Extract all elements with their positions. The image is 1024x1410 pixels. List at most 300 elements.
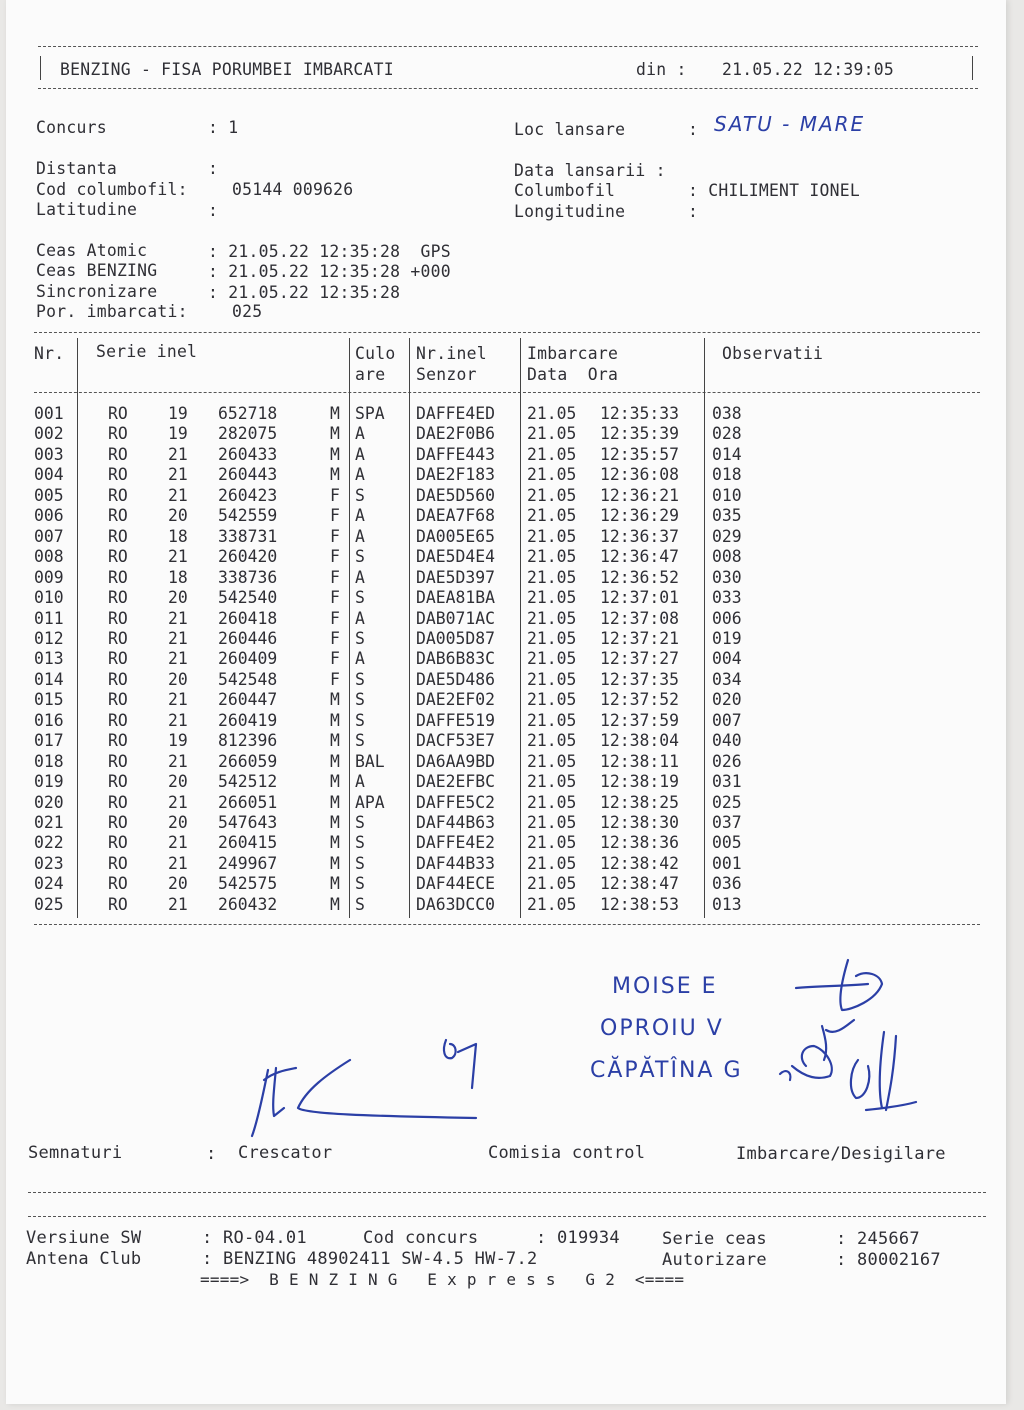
cell-an: 21 <box>168 649 188 669</box>
cod-columbofil-value: 05144 009626 <box>232 180 354 199</box>
cell-inel: 266059 <box>218 751 278 771</box>
cell-inel: 249967 <box>218 853 278 873</box>
cell-nr: 020 <box>34 792 64 812</box>
cell-tara: RO <box>108 751 128 771</box>
table-row <box>6 527 1006 548</box>
cell-ora: 12:38:36 <box>600 833 679 853</box>
cell-ora: 12:36:52 <box>600 567 679 587</box>
cell-inel: 260433 <box>218 444 278 464</box>
header-right-border <box>972 56 973 80</box>
cell-obs: 001 <box>712 853 742 873</box>
cell-data: 21.05 <box>527 485 577 505</box>
cell-culoare: S <box>355 547 365 567</box>
cell-culoare: BAL <box>355 751 385 771</box>
cell-senzor: DAF44B33 <box>416 853 495 873</box>
cell-culoare: S <box>355 833 365 853</box>
cell-tara: RO <box>108 567 128 587</box>
printout-sheet <box>6 0 1006 1404</box>
cell-inel: 542559 <box>218 506 278 526</box>
cell-obs: 010 <box>712 485 742 505</box>
cell-nr: 002 <box>34 424 64 444</box>
cell-sex: M <box>330 813 340 832</box>
table-row <box>6 649 1006 670</box>
semnaturi-label: Semnaturi <box>28 1143 123 1163</box>
cell-tara: RO <box>108 526 128 546</box>
col-header-data-ora: Data Ora <box>527 365 619 384</box>
cell-sex: F <box>330 608 340 628</box>
cell-culoare: A <box>355 465 365 485</box>
cell-tara: RO <box>108 547 128 567</box>
cell-tara: RO <box>108 649 128 669</box>
cell-nr: 013 <box>34 649 64 669</box>
cell-sex: F <box>330 669 340 689</box>
cell-senzor: DACF53E7 <box>416 731 495 751</box>
table-row <box>6 772 1006 793</box>
cell-culoare: S <box>355 669 365 689</box>
ceas-benzing-value: : 21.05.22 12:35:28 +000 <box>208 262 451 281</box>
header-din-label: din : <box>636 60 687 79</box>
cell-culoare: S <box>355 628 365 648</box>
cell-an: 20 <box>168 874 188 894</box>
cell-data: 21.05 <box>527 465 577 485</box>
cell-sex: M <box>330 690 340 710</box>
cell-inel: 260409 <box>218 649 278 669</box>
col-header-observatii: Observatii <box>722 344 824 363</box>
cell-culoare: S <box>355 588 365 608</box>
cell-an: 19 <box>168 424 188 444</box>
columbofil-label: Columbofil <box>514 181 616 200</box>
cell-obs: 020 <box>712 690 742 710</box>
cell-senzor: DAE5D4E4 <box>416 547 495 567</box>
cell-obs: 040 <box>712 731 742 751</box>
cell-inel: 542548 <box>218 669 278 689</box>
cell-ora: 12:38:04 <box>600 731 679 751</box>
cell-sex: M <box>330 874 340 894</box>
table-row <box>6 752 1006 773</box>
cell-tara: RO <box>108 833 128 853</box>
cell-tara: RO <box>108 894 128 914</box>
header-din-value: 21.05.22 12:39:05 <box>722 60 895 79</box>
cell-ora: 12:38:25 <box>600 792 679 812</box>
cell-nr: 011 <box>34 608 64 628</box>
table-row <box>6 690 1006 711</box>
cell-culoare: S <box>355 731 365 751</box>
cell-nr: 025 <box>34 894 64 914</box>
cell-obs: 014 <box>712 444 742 464</box>
cell-senzor: DAE5D397 <box>416 567 495 587</box>
table-row <box>6 874 1006 895</box>
semnaturi-comisia: Comisia control <box>488 1143 646 1163</box>
table-row <box>6 424 1006 445</box>
cell-an: 21 <box>168 628 188 648</box>
cell-ora: 12:37:08 <box>600 608 679 628</box>
cell-senzor: DAE2F0B6 <box>416 424 495 444</box>
cell-nr: 024 <box>34 874 64 894</box>
footer-border-top <box>28 1192 986 1193</box>
cell-ora: 12:37:59 <box>600 710 679 730</box>
cell-inel: 652718 <box>218 404 278 423</box>
cell-ora: 12:35:39 <box>600 424 679 444</box>
longitudine-sep: : <box>688 202 699 221</box>
cell-ora: 12:35:33 <box>600 404 679 423</box>
cell-sex: F <box>330 526 340 546</box>
cell-an: 20 <box>168 772 188 792</box>
antena-club-value: : BENZING 48902411 SW-4.5 HW-7.2 <box>202 1249 538 1269</box>
distanta-label: Distanta <box>36 159 117 178</box>
cell-inel: 547643 <box>218 813 278 832</box>
cell-sex: F <box>330 485 340 505</box>
cell-nr: 014 <box>34 669 64 689</box>
table-row <box>6 711 1006 732</box>
cell-inel: 260419 <box>218 710 278 730</box>
col-header-nrinel: Nr.inel <box>416 344 487 363</box>
cell-culoare: S <box>355 690 365 710</box>
cell-sex: M <box>330 465 340 485</box>
cell-senzor: DA6AA9BD <box>416 751 495 771</box>
cell-nr: 019 <box>34 772 64 792</box>
cell-data: 21.05 <box>527 772 577 792</box>
cell-senzor: DAEA81BA <box>416 588 495 608</box>
cell-inel: 266051 <box>218 792 278 812</box>
cell-inel: 260432 <box>218 894 278 914</box>
benzing-express-banner: ====> B E N Z I N G E x p r e s s G 2 <==== <box>200 1270 685 1289</box>
cell-tara: RO <box>108 731 128 751</box>
distanta-sep: : <box>208 159 219 178</box>
cell-data: 21.05 <box>527 690 577 710</box>
col-header-culo: Culo <box>355 344 396 363</box>
table-body <box>6 404 1006 918</box>
table-header-separator <box>34 392 980 393</box>
cell-sex: F <box>330 547 340 567</box>
cell-nr: 022 <box>34 833 64 853</box>
cell-an: 21 <box>168 547 188 567</box>
cell-culoare: S <box>355 853 365 873</box>
cell-senzor: DAEA7F68 <box>416 506 495 526</box>
cell-data: 21.05 <box>527 751 577 771</box>
cell-tara: RO <box>108 404 128 423</box>
cell-culoare: A <box>355 444 365 464</box>
antena-club-label: Antena Club <box>26 1249 142 1269</box>
ceas-atomic-value: : 21.05.22 12:35:28 GPS <box>208 242 451 261</box>
cell-senzor: DAE5D560 <box>416 485 495 505</box>
serie-ceas-value: : 245667 <box>836 1229 920 1249</box>
cell-culoare: A <box>355 608 365 628</box>
cell-nr: 004 <box>34 465 64 485</box>
cell-nr: 007 <box>34 526 64 546</box>
cell-senzor: DA005E65 <box>416 526 495 546</box>
cell-ora: 12:38:42 <box>600 853 679 873</box>
cell-nr: 009 <box>34 567 64 587</box>
cell-inel: 260420 <box>218 547 278 567</box>
col-header-senzor: Senzor <box>416 365 477 384</box>
cell-obs: 029 <box>712 526 742 546</box>
cell-obs: 026 <box>712 751 742 771</box>
header-top-border <box>38 46 978 47</box>
cell-inel: 260446 <box>218 628 278 648</box>
cell-obs: 033 <box>712 588 742 608</box>
cell-nr: 012 <box>34 628 64 648</box>
cell-nr: 008 <box>34 547 64 567</box>
cell-obs: 036 <box>712 874 742 894</box>
cell-nr: 016 <box>34 710 64 730</box>
cell-senzor: DAFFE443 <box>416 444 495 464</box>
cell-data: 21.05 <box>527 669 577 689</box>
cell-obs: 038 <box>712 404 742 423</box>
cell-senzor: DAFFE4ED <box>416 404 495 423</box>
longitudine-label: Longitudine <box>514 202 626 221</box>
cell-inel: 338736 <box>218 567 278 587</box>
table-top-border <box>34 332 980 333</box>
cell-nr: 005 <box>34 485 64 505</box>
cell-senzor: DA63DCC0 <box>416 894 495 914</box>
cell-culoare: A <box>355 424 365 444</box>
cell-data: 21.05 <box>527 404 577 423</box>
header-bottom-border <box>38 88 978 89</box>
cell-senzor: DAE2EFBC <box>416 772 495 792</box>
cell-nr: 017 <box>34 731 64 751</box>
autorizare-label: Autorizare <box>662 1250 767 1270</box>
cell-inel: 260423 <box>218 485 278 505</box>
cell-ora: 12:38:30 <box>600 813 679 832</box>
sincronizare-label: Sincronizare <box>36 282 158 301</box>
cell-an: 20 <box>168 588 188 608</box>
commission-name-2: OPROIU V <box>600 1016 724 1041</box>
cell-obs: 019 <box>712 628 742 648</box>
cell-data: 21.05 <box>527 833 577 853</box>
cell-sex: F <box>330 506 340 526</box>
cell-inel: 260447 <box>218 690 278 710</box>
cell-obs: 034 <box>712 669 742 689</box>
cell-senzor: DAFFE4E2 <box>416 833 495 853</box>
cell-sex: M <box>330 853 340 873</box>
cell-an: 18 <box>168 526 188 546</box>
cell-culoare: A <box>355 772 365 792</box>
cell-sex: F <box>330 567 340 587</box>
cell-obs: 037 <box>712 813 742 832</box>
cell-inel: 282075 <box>218 424 278 444</box>
cell-data: 21.05 <box>527 444 577 464</box>
cell-tara: RO <box>108 628 128 648</box>
cell-sex: M <box>330 833 340 853</box>
cell-sex: M <box>330 772 340 792</box>
col-header-serie: Serie inel <box>96 342 198 361</box>
cell-data: 21.05 <box>527 792 577 812</box>
cell-culoare: S <box>355 894 365 914</box>
cell-nr: 015 <box>34 690 64 710</box>
cell-inel: 338731 <box>218 526 278 546</box>
cell-tara: RO <box>108 444 128 464</box>
versiune-sw-label: Versiune SW <box>26 1228 142 1248</box>
cell-senzor: DAE5D486 <box>416 669 495 689</box>
cell-culoare: S <box>355 813 365 832</box>
cell-senzor: DAB6B83C <box>416 649 495 669</box>
table-row <box>6 404 1006 425</box>
cell-sex: M <box>330 894 340 914</box>
cell-senzor: DAF44ECE <box>416 874 495 894</box>
table-row <box>6 547 1006 568</box>
table-row <box>6 629 1006 650</box>
cell-an: 20 <box>168 813 188 832</box>
cell-obs: 035 <box>712 506 742 526</box>
ceas-atomic-label: Ceas Atomic <box>36 241 148 260</box>
cell-senzor: DAFFE5C2 <box>416 792 495 812</box>
cell-senzor: DAE2EF02 <box>416 690 495 710</box>
cell-obs: 004 <box>712 649 742 669</box>
cell-obs: 008 <box>712 547 742 567</box>
cell-senzor: DAFFE519 <box>416 710 495 730</box>
cell-inel: 542540 <box>218 588 278 608</box>
cell-an: 21 <box>168 485 188 505</box>
cell-data: 21.05 <box>527 424 577 444</box>
cell-inel: 812396 <box>218 731 278 751</box>
cell-data: 21.05 <box>527 588 577 608</box>
cell-senzor: DAE2F183 <box>416 465 495 485</box>
cell-an: 21 <box>168 608 188 628</box>
cell-culoare: A <box>355 567 365 587</box>
cell-senzor: DAB071AC <box>416 608 495 628</box>
cell-an: 21 <box>168 690 188 710</box>
cell-sex: M <box>330 792 340 812</box>
columbofil-value: : CHILIMENT IONEL <box>688 181 861 200</box>
table-row <box>6 465 1006 486</box>
serie-ceas-label: Serie ceas <box>662 1229 767 1249</box>
cell-data: 21.05 <box>527 894 577 914</box>
table-bottom-border <box>34 924 980 925</box>
latitudine-label: Latitudine <box>36 200 138 219</box>
cell-ora: 12:37:35 <box>600 669 679 689</box>
cell-ora: 12:38:53 <box>600 894 679 914</box>
table-row <box>6 445 1006 466</box>
cod-concurs-value: : 019934 <box>536 1228 620 1248</box>
cell-tara: RO <box>108 669 128 689</box>
cell-an: 21 <box>168 833 188 853</box>
cell-senzor: DAF44B63 <box>416 813 495 832</box>
cell-obs: 031 <box>712 772 742 792</box>
cell-ora: 12:36:47 <box>600 547 679 567</box>
cell-culoare: SPA <box>355 404 385 423</box>
cell-data: 21.05 <box>527 567 577 587</box>
cell-inel: 542575 <box>218 874 278 894</box>
cell-obs: 030 <box>712 567 742 587</box>
por-imbarcati-value: 025 <box>232 302 263 321</box>
cell-sex: M <box>330 731 340 751</box>
cell-tara: RO <box>108 874 128 894</box>
concurs-label: Concurs <box>36 118 107 137</box>
cell-obs: 018 <box>712 465 742 485</box>
cell-tara: RO <box>108 608 128 628</box>
semnaturi-sep: : <box>206 1144 217 1164</box>
cell-culoare: S <box>355 874 365 894</box>
col-header-imbarcare: Imbarcare <box>527 344 619 363</box>
cell-sex: M <box>330 751 340 771</box>
table-row <box>6 486 1006 507</box>
cell-ora: 12:35:57 <box>600 444 679 464</box>
cell-sex: M <box>330 404 340 423</box>
cell-data: 21.05 <box>527 547 577 567</box>
cell-an: 20 <box>168 669 188 689</box>
cell-ora: 12:38:11 <box>600 751 679 771</box>
cell-ora: 12:38:19 <box>600 772 679 792</box>
cell-an: 21 <box>168 444 188 464</box>
col-header-nr: Nr. <box>34 344 65 363</box>
cell-an: 19 <box>168 404 188 423</box>
commission-name-3: CĂPĂTÎNA G <box>590 1058 743 1083</box>
cell-data: 21.05 <box>527 853 577 873</box>
loc-lansare-label: Loc lansare <box>514 120 626 139</box>
cell-inel: 260418 <box>218 608 278 628</box>
table-row <box>6 506 1006 527</box>
semnaturi-crescator: Crescator <box>238 1143 333 1163</box>
cell-ora: 12:37:52 <box>600 690 679 710</box>
cell-inel: 260415 <box>218 833 278 853</box>
cell-tara: RO <box>108 792 128 812</box>
cell-nr: 021 <box>34 813 64 832</box>
table-row <box>6 670 1006 691</box>
cell-data: 21.05 <box>527 628 577 648</box>
cell-inel: 260443 <box>218 465 278 485</box>
cell-sex: F <box>330 649 340 669</box>
cell-ora: 12:36:08 <box>600 465 679 485</box>
cell-obs: 005 <box>712 833 742 853</box>
concurs-value: : 1 <box>208 118 239 137</box>
cod-concurs-label: Cod concurs <box>363 1228 479 1248</box>
cell-sex: F <box>330 588 340 608</box>
cell-data: 21.05 <box>527 649 577 669</box>
versiune-sw-value: : RO-04.01 <box>202 1228 307 1248</box>
cell-obs: 007 <box>712 710 742 730</box>
cell-an: 21 <box>168 710 188 730</box>
cell-nr: 001 <box>34 404 64 423</box>
header-title: BENZING - FISA PORUMBEI IMBARCATI <box>60 60 394 79</box>
cell-ora: 12:37:01 <box>600 588 679 608</box>
loc-lansare-handwritten: SATU - MARE <box>714 112 866 136</box>
cell-nr: 003 <box>34 444 64 464</box>
latitudine-sep: : <box>208 201 219 220</box>
data-lansarii-label: Data lansarii : <box>514 161 666 180</box>
table-row <box>6 833 1006 854</box>
cell-data: 21.05 <box>527 813 577 832</box>
cell-an: 21 <box>168 853 188 873</box>
por-imbarcati-label: Por. imbarcati: <box>36 302 188 321</box>
cod-columbofil-label: Cod columbofil: <box>36 180 188 199</box>
cell-data: 21.05 <box>527 526 577 546</box>
cell-sex: F <box>330 628 340 648</box>
autorizare-value: : 80002167 <box>836 1250 941 1270</box>
table-row <box>6 813 1006 834</box>
cell-data: 21.05 <box>527 731 577 751</box>
cell-data: 21.05 <box>527 608 577 628</box>
cell-tara: RO <box>108 588 128 608</box>
cell-obs: 013 <box>712 894 742 914</box>
cell-nr: 006 <box>34 506 64 526</box>
cell-culoare: APA <box>355 792 385 812</box>
cell-an: 21 <box>168 894 188 914</box>
cell-data: 21.05 <box>527 710 577 730</box>
cell-tara: RO <box>108 853 128 873</box>
table-row <box>6 609 1006 630</box>
cell-an: 21 <box>168 465 188 485</box>
cell-ora: 12:36:37 <box>600 526 679 546</box>
cell-tara: RO <box>108 772 128 792</box>
cell-obs: 006 <box>712 608 742 628</box>
cell-tara: RO <box>108 710 128 730</box>
cell-tara: RO <box>108 465 128 485</box>
table-row <box>6 588 1006 609</box>
cell-ora: 12:37:27 <box>600 649 679 669</box>
ceas-benzing-label: Ceas BENZING <box>36 261 158 280</box>
table-row <box>6 793 1006 814</box>
cell-tara: RO <box>108 485 128 505</box>
